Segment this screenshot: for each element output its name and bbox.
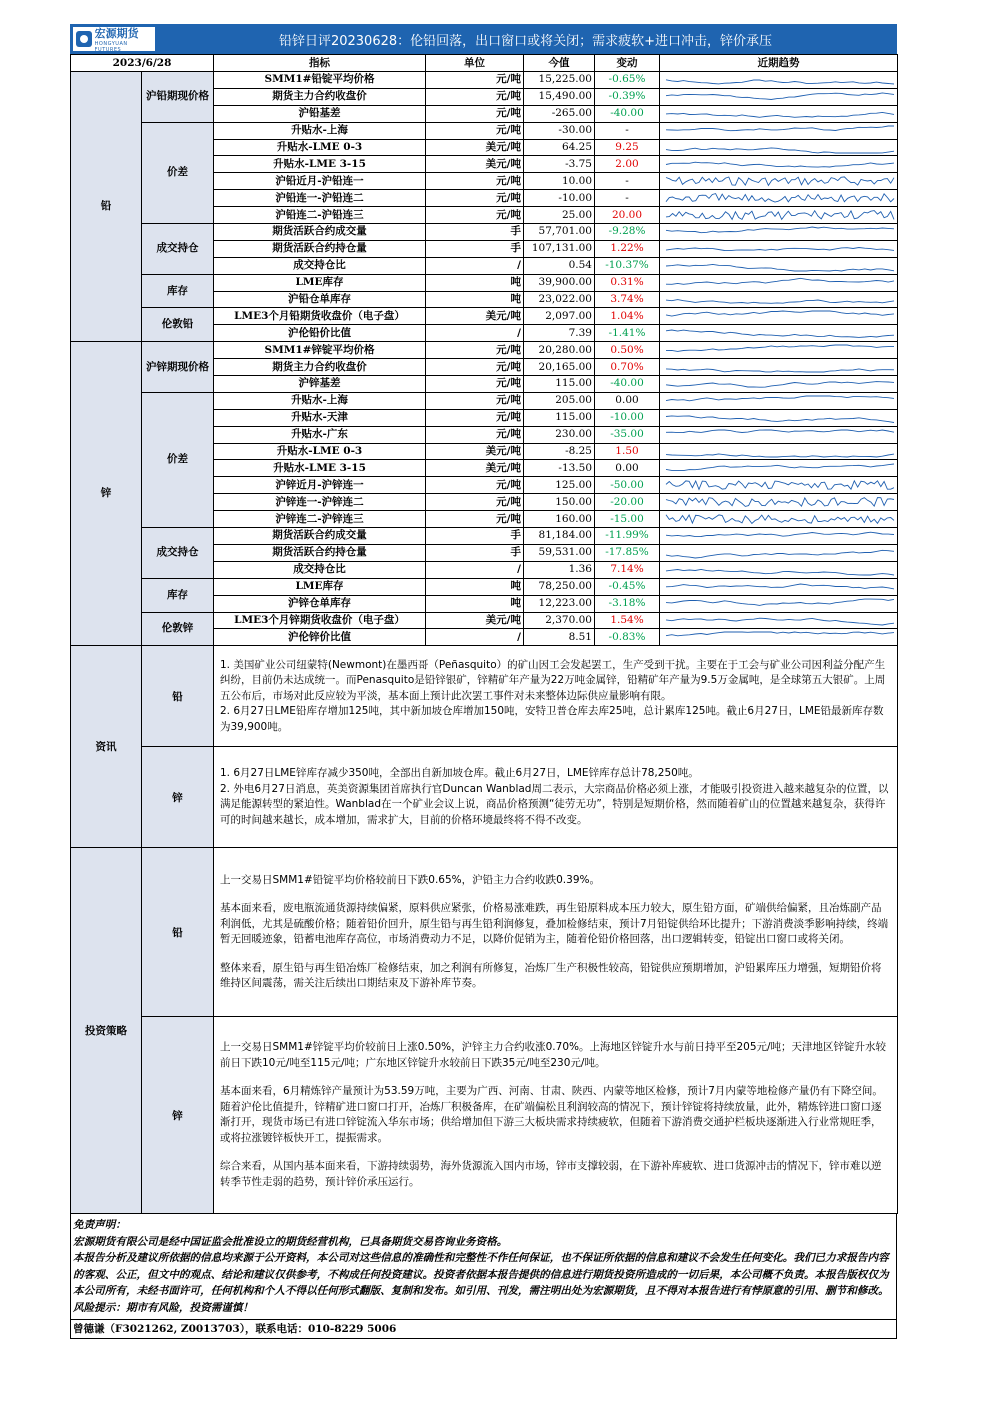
sparkline-path xyxy=(666,311,894,316)
sparkline xyxy=(662,90,898,104)
indicator-cell: 沪锌近月-沪锌连一 xyxy=(214,477,426,494)
change-cell: 2.00 xyxy=(595,156,660,173)
sparkline xyxy=(662,259,898,273)
unit-cell: 元/吨 xyxy=(426,477,524,494)
unit-cell: 美元/吨 xyxy=(426,612,524,629)
info-zinc-label: 锌 xyxy=(142,747,214,848)
change-cell: -10.37% xyxy=(595,257,660,274)
unit-cell: 元/吨 xyxy=(426,392,524,409)
sparkline xyxy=(662,124,898,138)
change-cell: 9.25 xyxy=(595,139,660,156)
disclaimer-line: 本报告分析及建议所依据的信息均来源于公开资料，本公司对这些信息的准确性和完整性不作任何保证，也不保证所依据的信息和建议不会发生任何变化。我们已力求报告内容的客观、公正，但文中的观点、结论和建议仅供参考，不构成任何投资建议。投资者依据本报告提供的信息进行期货投资所造成的一切后果，本公司概不负责。本报告版权仅为本公司所有，未经书面许可，任何机构和个人不得以任何形式翻版、复制和发布。如引用、刊发，需注明出处为宏源期货，且不得对本报告进行有悖原意的引用、删节和修改。 xyxy=(73,1252,889,1298)
sparkline xyxy=(662,174,898,188)
trend-cell xyxy=(660,511,898,528)
sparkline xyxy=(662,293,898,307)
disclaimer xyxy=(70,1214,897,1320)
change-cell: -11.99% xyxy=(595,528,660,545)
sparkline-path xyxy=(666,382,894,388)
trend-cell xyxy=(660,139,898,156)
col-change: 变动 xyxy=(595,55,660,72)
value-cell: 39,900.00 xyxy=(524,274,595,291)
sparkline xyxy=(662,191,898,205)
indicator-cell: 升贴水-LME 3-15 xyxy=(214,460,426,477)
indicator-cell: 期货主力合约收盘价 xyxy=(214,359,426,376)
change-cell: 20.00 xyxy=(595,207,660,224)
value-cell: 78,250.00 xyxy=(524,578,595,595)
sparkline xyxy=(662,546,898,560)
unit-cell: 元/吨 xyxy=(426,72,524,89)
change-cell: 0.00 xyxy=(595,392,660,409)
trend-cell xyxy=(660,291,898,308)
sparkline xyxy=(662,428,898,442)
change-cell: 1.50 xyxy=(595,443,660,460)
unit-cell: / xyxy=(426,629,524,646)
table-row xyxy=(71,122,898,139)
change-cell: -3.18% xyxy=(595,595,660,612)
report-title: 铅锌日评20230628：伦铅回落，出口窗口或将关闭；需求疲软+进口冲击，锌价承压 xyxy=(278,33,773,49)
unit-cell: / xyxy=(426,325,524,342)
change-cell: -10.00 xyxy=(595,409,660,426)
trend-cell xyxy=(660,72,898,89)
value-cell: 15,490.00 xyxy=(524,88,595,105)
info-lead-text: 1. 美国矿业公司纽蒙特(Newmont)在墨西哥（Peñasquito）的矿山因工会发起罢工，生产受到干扰。主要在于工会与矿业公司因利益分配产生纠纷，目前仍未达成统一。而Penasquito是铅锌银矿，锌精矿年产量为22万吨金属锌，铅精矿年产量为9.5万金属吨，是全球第五大银矿。上周五公布后，市场对此反应较为平淡，基本面上预计此次罢工事件对未来整体边际供应量影响有限。 2. 6月27日LME铅库存增加125吨，其中新加坡仓库增加150吨，安特卫普仓库去库25吨，总计累库125吨。截止6月27日，LME铅最新库存数为39,900吨。 xyxy=(214,646,898,747)
value-cell: -30.00 xyxy=(524,122,595,139)
indicator-cell: 成交持仓比 xyxy=(214,257,426,274)
subgroup-label: 成交持仓 xyxy=(142,224,214,275)
trend-cell xyxy=(660,207,898,224)
indicator-cell: 升贴水-上海 xyxy=(214,392,426,409)
group-label: 锌 xyxy=(71,342,142,646)
indicator-cell: SMM1#锌锭平均价格 xyxy=(214,342,426,359)
value-cell: 115.00 xyxy=(524,376,595,393)
value-cell: 64.25 xyxy=(524,139,595,156)
report-page xyxy=(70,24,897,1339)
indicator-cell: 沪铅仓单库存 xyxy=(214,291,426,308)
indicator-cell: 升贴水-LME 0-3 xyxy=(214,443,426,460)
value-cell: 23,022.00 xyxy=(524,291,595,308)
trend-cell xyxy=(660,257,898,274)
change-cell: -0.39% xyxy=(595,88,660,105)
trend-cell xyxy=(660,359,898,376)
indicator-cell: 期货活跃合约成交量 xyxy=(214,224,426,241)
indicator-cell: 沪锌仓单库存 xyxy=(214,595,426,612)
sparkline-path xyxy=(666,264,894,271)
trend-cell xyxy=(660,224,898,241)
unit-cell: 元/吨 xyxy=(426,342,524,359)
value-cell: 205.00 xyxy=(524,392,595,409)
table-row xyxy=(71,274,898,291)
unit-cell: 吨 xyxy=(426,595,524,612)
subgroup-label: 成交持仓 xyxy=(142,528,214,579)
unit-cell: 元/吨 xyxy=(426,376,524,393)
info-zinc-text: 1. 6月27日LME锌库存减少350吨，全部出自新加坡仓库。截止6月27日，LME锌库存总计78,250吨。 2. 外电6月27日消息，英美资源集团首席执行官Duncan Wanblad周二表示，大宗商品价格必须上涨，才能吸引投资进入越来越复杂的位置，以满足能源转型的紧迫性。Wanblad在一个矿业会议上说，商品价格预测“徒劳无功”，特别是短期价格，然而随着矿山的位置越来越复杂，获得许可的时间越来越长，成本增加，需求扩大，目前的价格环境最终将不得不改变。 xyxy=(214,747,898,848)
indicator-cell: 升贴水-上海 xyxy=(214,122,426,139)
value-cell: 59,531.00 xyxy=(524,544,595,561)
value-cell: 230.00 xyxy=(524,426,595,443)
trend-cell xyxy=(660,308,898,325)
indicator-cell: 沪伦锌价比值 xyxy=(214,629,426,646)
sparkline-path xyxy=(666,599,894,605)
indicator-cell: 升贴水-LME 0-3 xyxy=(214,139,426,156)
value-cell: 57,701.00 xyxy=(524,224,595,241)
sparkline-path xyxy=(666,584,894,589)
change-cell: -35.00 xyxy=(595,426,660,443)
value-cell: 10.00 xyxy=(524,173,595,190)
indicator-cell: 沪锌连一-沪锌连二 xyxy=(214,494,426,511)
value-cell: -10.00 xyxy=(524,190,595,207)
value-cell: 20,165.00 xyxy=(524,359,595,376)
subgroup-label: 价差 xyxy=(142,122,214,223)
sparkline-path xyxy=(666,163,894,168)
sparkline-path xyxy=(666,112,894,117)
change-cell: 3.74% xyxy=(595,291,660,308)
unit-cell: 元/吨 xyxy=(426,426,524,443)
indicator-cell: 升贴水-LME 3-15 xyxy=(214,156,426,173)
table-row xyxy=(71,528,898,545)
sparkline-path xyxy=(666,498,894,507)
trend-cell xyxy=(660,105,898,122)
indicator-cell: 期货主力合约收盘价 xyxy=(214,88,426,105)
unit-cell: 美元/吨 xyxy=(426,156,524,173)
value-cell: 20,280.00 xyxy=(524,342,595,359)
sparkline-path xyxy=(666,430,894,433)
sparkline xyxy=(662,309,898,323)
unit-cell: 元/吨 xyxy=(426,359,524,376)
trend-cell xyxy=(660,612,898,629)
trend-cell xyxy=(660,426,898,443)
trend-cell xyxy=(660,477,898,494)
value-cell: 12,223.00 xyxy=(524,595,595,612)
unit-cell: 美元/吨 xyxy=(426,308,524,325)
change-cell: -40.00 xyxy=(595,376,660,393)
unit-cell: 元/吨 xyxy=(426,190,524,207)
sparkline-path xyxy=(666,515,894,524)
sparkline-path xyxy=(666,93,894,100)
sparkline-path xyxy=(666,481,894,490)
trend-cell xyxy=(660,122,898,139)
trend-cell xyxy=(660,443,898,460)
indicator-cell: 期货活跃合约成交量 xyxy=(214,528,426,545)
trend-cell xyxy=(660,409,898,426)
sparkline-path xyxy=(666,126,894,131)
sparkline-path xyxy=(666,278,894,284)
value-cell: 7.39 xyxy=(524,325,595,342)
value-cell: 1.36 xyxy=(524,561,595,578)
unit-cell: 手 xyxy=(426,528,524,545)
indicator-cell: 沪铅连一-沪铅连二 xyxy=(214,190,426,207)
sparkline xyxy=(662,394,898,408)
unit-cell: 元/吨 xyxy=(426,173,524,190)
table-row xyxy=(71,308,898,325)
change-cell: 0.00 xyxy=(595,460,660,477)
subgroup-label: 沪铅期现价格 xyxy=(142,72,214,123)
sparkline xyxy=(662,580,898,594)
strategy-zinc-label: 锌 xyxy=(142,1017,214,1214)
sparkline xyxy=(662,597,898,611)
change-cell: 0.50% xyxy=(595,342,660,359)
sparkline xyxy=(662,461,898,475)
value-cell: 107,131.00 xyxy=(524,240,595,257)
disclaimer-line: 风险提示：期市有风险，投资需谨慎！ xyxy=(73,1301,254,1314)
change-cell: -17.85% xyxy=(595,544,660,561)
col-indicator: 指标 xyxy=(214,55,426,72)
change-cell: 0.31% xyxy=(595,274,660,291)
unit-cell: 元/吨 xyxy=(426,88,524,105)
unit-cell: 元/吨 xyxy=(426,409,524,426)
sparkline-path xyxy=(666,299,894,303)
indicator-cell: LME库存 xyxy=(214,578,426,595)
unit-cell: / xyxy=(426,561,524,578)
unit-cell: 美元/吨 xyxy=(426,139,524,156)
table-row xyxy=(71,612,898,629)
value-cell: -8.25 xyxy=(524,443,595,460)
indicator-cell: 期货活跃合约持仓量 xyxy=(214,240,426,257)
sparkline-path xyxy=(666,369,894,372)
subgroup-label: 库存 xyxy=(142,578,214,612)
indicator-cell: LME3个月锌期货收盘价（电子盘） xyxy=(214,612,426,629)
table-row xyxy=(71,72,898,89)
subgroup-label: 价差 xyxy=(142,392,214,527)
unit-cell: 元/吨 xyxy=(426,122,524,139)
sparkline xyxy=(662,495,898,509)
change-cell: -50.00 xyxy=(595,477,660,494)
indicator-cell: 沪铅连二-沪铅连三 xyxy=(214,207,426,224)
change-cell: 1.22% xyxy=(595,240,660,257)
trend-cell xyxy=(660,578,898,595)
sparkline-path xyxy=(666,211,894,220)
sparkline-path xyxy=(666,532,894,536)
unit-cell: 手 xyxy=(426,224,524,241)
analyst-contact: 曾德谦（F3021262, Z0013703），联系电话：010-8229 5006 xyxy=(70,1320,897,1339)
change-cell: 1.54% xyxy=(595,612,660,629)
info-lead-label: 铅 xyxy=(142,646,214,747)
sparkline xyxy=(662,208,898,222)
unit-cell: 元/吨 xyxy=(426,105,524,122)
unit-cell: / xyxy=(426,257,524,274)
value-cell: 115.00 xyxy=(524,409,595,426)
sparkline-path xyxy=(666,177,894,186)
indicator-cell: LME3个月铅期货收盘价（电子盘） xyxy=(214,308,426,325)
sparkline-path xyxy=(666,345,894,351)
sparkline xyxy=(662,141,898,155)
value-cell: 81,184.00 xyxy=(524,528,595,545)
sparkline-path xyxy=(666,453,894,456)
indicator-cell: 沪锌基差 xyxy=(214,376,426,393)
info-table xyxy=(70,645,898,1214)
change-cell: -1.41% xyxy=(595,325,660,342)
value-cell: -3.75 xyxy=(524,156,595,173)
sparkline-path xyxy=(666,247,894,250)
sparkline xyxy=(662,563,898,577)
trend-cell xyxy=(660,342,898,359)
sparkline-path xyxy=(666,619,894,626)
sparkline-path xyxy=(666,416,894,423)
unit-cell: 元/吨 xyxy=(426,494,524,511)
data-table xyxy=(70,54,898,646)
sparkline xyxy=(662,529,898,543)
group-label: 铅 xyxy=(71,72,142,342)
sparkline xyxy=(662,326,898,340)
indicator-cell: LME库存 xyxy=(214,274,426,291)
strategy-zinc-text: 上一交易日SMM1#锌锭平均价较前日上涨0.50%，沪锌主力合约收涨0.70%。上海地区锌锭升水与前日持平至205元/吨；天津地区锌锭升水较前日下跌10元/吨至115元/吨；广东地区锌锭升水较前日下跌35元/吨至230元/吨。 基本面来看，6月精炼锌产量预计为53.59万吨，主要为广西、河南、甘肃、陕西、内蒙等地区检修，预计7月内蒙等地检修产量仍有下降空间。随着沪伦比值提升，锌精矿进口窗口打开，冶炼厂积极备库，在矿端偏松且利润较高的情况下，预计锌锭将持续放量，此外，精炼锌进口窗口逐渐打开，现货市场已有进口锌锭流入华东市场；供给增加但下游三大板块需求持续疲软，但随着下游消费交通护栏板块逐渐进入行业常规旺季，或将拉涨镀锌板快开工，提振需求。 综合来看，从国内基本面来看，下游持续弱势，海外货源流入国内市场，锌市支撑较弱，在下游补库疲软、进口货源冲击的情况下，锌市难以逆转季节性走弱的趋势，预计锌价承压运行。 xyxy=(214,1017,898,1214)
change-cell: 0.70% xyxy=(595,359,660,376)
col-trend: 近期趋势 xyxy=(660,55,898,72)
value-cell: 160.00 xyxy=(524,511,595,528)
trend-cell xyxy=(660,88,898,105)
info-label: 资讯 xyxy=(71,646,142,848)
strategy-lead-text: 上一交易日SMM1#铅锭平均价格较前日下跌0.65%，沪铅主力合约收跌0.39%。 基本面来看，废电瓶流通货源持续偏紧，原料供应紧张，价格易涨难跌，再生铅原料成本压力较大，原生铅方面，矿端供给偏紧，且冶炼副产品利润低，尤其是硫酸价格；随着铅价回升，原生铅与再生铅利润修复，叠加检修结束，预计7月铅锭供给环比提升；下游消费淡季影响持续，终端暂无回暖迹象，铅蓄电池库存高位，市场消费动力不足，以降价促销为主，随着伦铅价格回落，出口逻辑转变，铅锭出口窗口或将关闭。 整体来看，原生铅与再生铅冶炼厂检修结束，加之利润有所修复，冶炼厂生产积极性较高，铅锭供应预期增加，沪铅累库压力增强，短期铅价将维持区间震荡，需关注后续出口期结束及下游补库节奏。 xyxy=(214,848,898,1017)
sparkline-path xyxy=(666,464,894,471)
table-row xyxy=(71,342,898,359)
change-cell: -15.00 xyxy=(595,511,660,528)
trend-cell xyxy=(660,460,898,477)
sparkline xyxy=(662,630,898,644)
unit-cell: 手 xyxy=(426,240,524,257)
trend-cell xyxy=(660,173,898,190)
trend-cell xyxy=(660,156,898,173)
sparkline xyxy=(662,360,898,374)
strategy-label: 投资策略 xyxy=(71,848,142,1214)
change-cell: - xyxy=(595,173,660,190)
indicator-cell: 升贴水-天津 xyxy=(214,409,426,426)
change-cell: - xyxy=(595,190,660,207)
unit-cell: 吨 xyxy=(426,291,524,308)
report-date: 2023/6/28 xyxy=(71,55,214,72)
table-row xyxy=(71,578,898,595)
table-header-row xyxy=(71,55,898,72)
trend-cell xyxy=(660,494,898,511)
value-cell: 2,097.00 xyxy=(524,308,595,325)
value-cell: 150.00 xyxy=(524,494,595,511)
indicator-cell: 升贴水-广东 xyxy=(214,426,426,443)
col-unit: 单位 xyxy=(426,55,524,72)
sparkline-path xyxy=(666,80,894,84)
trend-cell xyxy=(660,595,898,612)
sparkline xyxy=(662,73,898,87)
value-cell: 0.54 xyxy=(524,257,595,274)
change-cell: -0.45% xyxy=(595,578,660,595)
trend-cell xyxy=(660,376,898,393)
value-cell: 15,225.00 xyxy=(524,72,595,89)
indicator-cell: 沪伦铅价比值 xyxy=(214,325,426,342)
sparkline-path xyxy=(666,330,894,337)
sparkline xyxy=(662,478,898,492)
sparkline xyxy=(662,512,898,526)
sparkline-path xyxy=(666,227,894,233)
sparkline-path xyxy=(666,632,894,636)
unit-cell: 元/吨 xyxy=(426,207,524,224)
value-cell: 8.51 xyxy=(524,629,595,646)
indicator-cell: 期货活跃合约持仓量 xyxy=(214,544,426,561)
unit-cell: 吨 xyxy=(426,274,524,291)
report-header xyxy=(70,24,897,54)
trend-cell xyxy=(660,240,898,257)
strategy-lead-label: 铅 xyxy=(142,848,214,1017)
change-cell: 7.14% xyxy=(595,561,660,578)
subgroup-label: 库存 xyxy=(142,274,214,308)
company-logo: 宏源期货 HONGYUAN FUTURES xyxy=(73,27,155,51)
sparkline xyxy=(662,107,898,121)
sparkline xyxy=(662,445,898,459)
disclaimer-line: 宏源期货有限公司是经中国证监会批准设立的期货经营机构，已具备期货交易咨询业务资格。 xyxy=(73,1235,508,1248)
sparkline xyxy=(662,242,898,256)
indicator-cell: 成交持仓比 xyxy=(214,561,426,578)
table-row xyxy=(71,224,898,241)
table-row xyxy=(71,392,898,409)
change-cell: -20.00 xyxy=(595,494,660,511)
indicator-cell: 沪铅基差 xyxy=(214,105,426,122)
col-today: 今值 xyxy=(524,55,595,72)
sparkline xyxy=(662,411,898,425)
value-cell: -265.00 xyxy=(524,105,595,122)
unit-cell: 吨 xyxy=(426,578,524,595)
subgroup-label: 伦敦锌 xyxy=(142,612,214,646)
indicator-cell: 沪铅近月-沪铅连一 xyxy=(214,173,426,190)
sparkline xyxy=(662,377,898,391)
sparkline-path xyxy=(666,396,894,401)
sparkline xyxy=(662,613,898,627)
sparkline-path xyxy=(666,550,894,558)
unit-cell: 手 xyxy=(426,544,524,561)
trend-cell xyxy=(660,274,898,291)
sparkline xyxy=(662,343,898,357)
trend-cell xyxy=(660,190,898,207)
subgroup-label: 沪锌期现价格 xyxy=(142,342,214,393)
change-cell: - xyxy=(595,122,660,139)
sparkline xyxy=(662,157,898,171)
value-cell: 25.00 xyxy=(524,207,595,224)
unit-cell: 元/吨 xyxy=(426,511,524,528)
change-cell: 1.04% xyxy=(595,308,660,325)
indicator-cell: 沪锌连二-沪锌连三 xyxy=(214,511,426,528)
change-cell: -40.00 xyxy=(595,105,660,122)
unit-cell: 美元/吨 xyxy=(426,460,524,477)
value-cell: 125.00 xyxy=(524,477,595,494)
sparkline-path xyxy=(666,569,894,575)
trend-cell xyxy=(660,528,898,545)
unit-cell: 美元/吨 xyxy=(426,443,524,460)
trend-cell xyxy=(660,629,898,646)
sparkline xyxy=(662,276,898,290)
sparkline-path xyxy=(666,147,894,152)
value-cell: 2,370.00 xyxy=(524,612,595,629)
sparkline-path xyxy=(666,194,894,202)
trend-cell xyxy=(660,561,898,578)
change-cell: -0.83% xyxy=(595,629,660,646)
logo-mark-icon xyxy=(76,31,92,47)
value-cell: -13.50 xyxy=(524,460,595,477)
subgroup-label: 伦敦铅 xyxy=(142,308,214,342)
trend-cell xyxy=(660,325,898,342)
change-cell: -9.28% xyxy=(595,224,660,241)
disclaimer-title: 免责声明： xyxy=(73,1219,126,1232)
trend-cell xyxy=(660,544,898,561)
indicator-cell: SMM1#铅锭平均价格 xyxy=(214,72,426,89)
trend-cell xyxy=(660,392,898,409)
sparkline xyxy=(662,225,898,239)
change-cell: -0.65% xyxy=(595,72,660,89)
